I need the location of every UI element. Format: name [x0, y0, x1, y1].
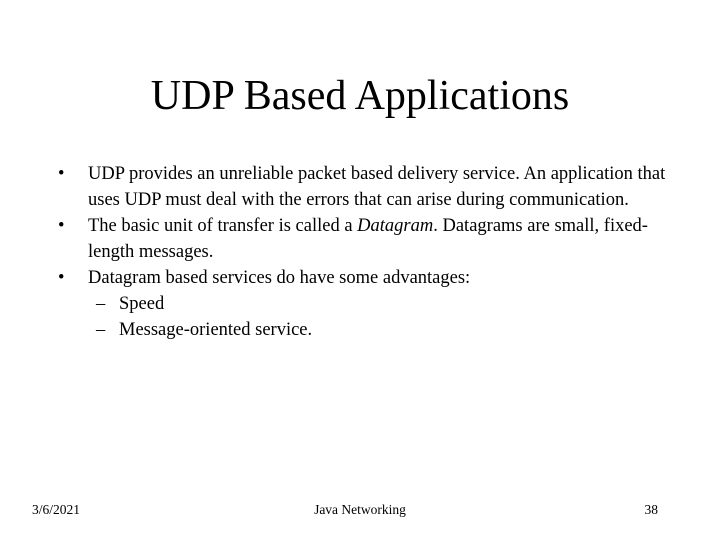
bullet-text-emphasis: Datagram: [357, 216, 434, 236]
sub-bullet-item-message-oriented: [88, 317, 677, 343]
bullet-marker: •: [58, 216, 65, 236]
dash-marker: –: [96, 320, 106, 340]
bullet-marker: •: [58, 268, 65, 288]
dash-marker: –: [96, 294, 106, 314]
bullet-list: [57, 161, 677, 343]
sub-bullet-list: [88, 291, 677, 343]
sub-bullet-text: Message-oriented service.: [119, 320, 313, 340]
bullet-text: UDP provides an unreliable packet based delivery service. An application that uses UDP must deal with the errors that can arise during communication.: [88, 164, 666, 210]
sub-bullet-item-speed: [88, 291, 677, 317]
bullet-text: Datagram based services do have some advantages:: [88, 268, 471, 288]
sub-bullet-text: Speed: [119, 294, 165, 314]
bullet-item-datagram-definition: [57, 213, 677, 265]
bullet-marker: •: [58, 164, 65, 184]
bullet-item-udp-unreliable: [57, 161, 677, 213]
footer-date: 3/6/2021: [32, 502, 81, 517]
footer-title: Java Networking: [314, 502, 406, 517]
page-number: 38: [644, 502, 658, 517]
slide-title: UDP Based Applications: [150, 73, 570, 119]
bullet-text-after: . Datagrams are small, fixed-length messages.: [88, 216, 648, 262]
bullet-item-advantages: [57, 265, 677, 343]
bullet-text-before: The basic unit of transfer is called a: [88, 216, 358, 236]
